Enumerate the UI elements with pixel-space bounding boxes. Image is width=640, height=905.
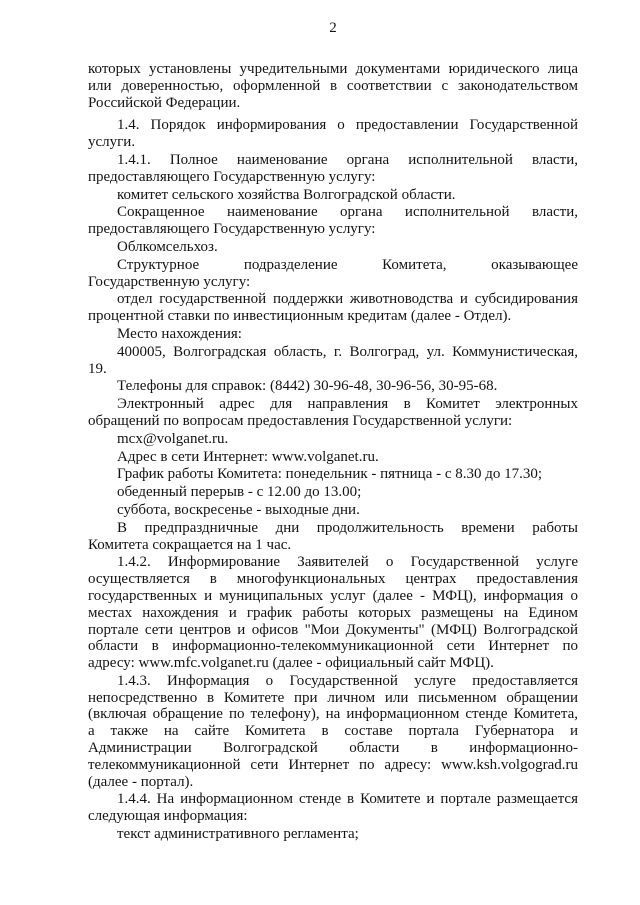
text-line: непосредственно в Комитете при личном или письменном обращении: [88, 689, 578, 706]
paragraph: [88, 187, 578, 204]
text-line: График работы Комитета: понедельник - пятница - с 8.30 до 17.30;: [117, 466, 543, 483]
text-line: услуги.: [88, 134, 136, 151]
text-line: отдел государственной поддержки животноводства и субсидирования: [117, 291, 578, 308]
text-line: телекоммуникационной сети Интернет по адресу: www.ksh.volgograd.ru: [88, 756, 578, 773]
paragraph: [88, 431, 578, 448]
text-line: Администрации Волгоградской области в информационно-: [88, 740, 578, 757]
text-line: mcx@volganet.ru.: [117, 430, 229, 447]
page-number: 2: [329, 20, 337, 36]
text-line: которых установлены учредительными документами юридического лица: [88, 61, 578, 77]
paragraph: [88, 291, 578, 325]
text-line: 1.4.1. Полное наименование органа исполнительной власти,: [117, 151, 578, 168]
item-1-4-1: [88, 152, 578, 186]
text-line: Государственную услугу:: [88, 273, 251, 290]
document-body: [88, 61, 578, 843]
text-line: Облкомсельхоз.: [117, 238, 218, 255]
paragraph: [88, 239, 578, 256]
text-line: или доверенностью, оформленной в соответствии с законодательством: [88, 77, 578, 94]
paragraph: [88, 61, 578, 111]
text-line: Адрес в сети Интернет: www.volganet.ru.: [117, 448, 379, 465]
text-line: 1.4.3. Информация о Государственной услуге предоставляется: [117, 672, 578, 689]
paragraph: [88, 257, 578, 291]
text-line: 19.: [88, 360, 107, 377]
text-line: В предпраздничные дни продолжительность времени работы: [117, 519, 578, 536]
text-line: Электронный адрес для направления в Комитет электронных: [117, 396, 578, 413]
text-line: Комитета сокращается на 1 час.: [88, 536, 292, 553]
text-line: государственных и муниципальных услуг (далее - МФЦ), информация о: [88, 587, 578, 604]
text-line: а также на сайте Комитета в составе портала Губернатора и: [88, 723, 578, 740]
text-line: Сокращенное наименование органа исполнительной власти,: [117, 204, 578, 221]
text-line: области в информационно-телекоммуникационной сети Интернет по: [88, 638, 578, 655]
text-line: обращений по вопросам предоставления Государственной услуги:: [88, 412, 513, 429]
text-line: текст административного регламента;: [117, 826, 359, 843]
text-line: 1.4.4. На информационном стенде в Комитете и портале размещается: [117, 791, 578, 808]
paragraph: [88, 396, 578, 430]
text-line: 400005, Волгоградская область, г. Волгоград, ул. Коммунистическая,: [117, 343, 578, 360]
paragraph: [88, 520, 578, 554]
text-line: следующая информация:: [88, 808, 248, 825]
paragraph: [88, 204, 578, 238]
text-line: предоставляющего Государственную услугу:: [88, 168, 376, 185]
text-line: предоставляющего Государственную услугу:: [88, 221, 376, 238]
text-line: Место нахождения:: [117, 325, 242, 342]
paragraph: [88, 466, 578, 483]
item-1-4-4: [88, 791, 578, 825]
item-1-4-3: [88, 673, 578, 791]
paragraph: [88, 826, 578, 843]
text-line: 1.4.2. Информирование Заявителей о Государственной услуге: [117, 554, 578, 571]
text-line: Структурное подразделение Комитета, оказывающее: [117, 256, 578, 273]
text-line: суббота, воскресенье - выходные дни.: [117, 501, 360, 518]
text-line: портале сети центров и офисов "Мои Документы" (МФЦ) Волгоградской: [88, 621, 578, 638]
text-line: Телефоны для справок: (8442) 30-96-48, 30-96-56, 30-95-68.: [117, 378, 498, 395]
text-line: адресу: www.mfc.volganet.ru (далее - официальный сайт МФЦ).: [88, 655, 494, 672]
paragraph: [88, 378, 578, 395]
text-line: 1.4. Порядок информирования о предоставлении Государственной: [117, 117, 578, 134]
paragraph: [88, 449, 578, 466]
item-1-4-2: [88, 554, 578, 672]
section-1-4-heading: [88, 117, 578, 151]
paragraph: [88, 502, 578, 519]
text-line: (включая обращение по телефону), на информационном стенде Комитета,: [88, 706, 578, 723]
paragraph: [88, 484, 578, 501]
paragraph: [88, 344, 578, 378]
text-line: Российской Федерации.: [88, 94, 241, 111]
paragraph: [88, 326, 578, 343]
text-line: местах нахождения и график работы которых размещены на Едином: [88, 604, 578, 621]
text-line: (далее - портал).: [88, 773, 194, 790]
text-line: обеденный перерыв - с 12.00 до 13.00;: [117, 484, 362, 501]
text-line: осуществляется в многофункциональных центрах предоставления: [88, 571, 578, 588]
text-line: процентной ставки по инвестиционным кредитам (далее - Отдел).: [88, 308, 512, 325]
text-line: комитет сельского хозяйства Волгоградской области.: [117, 186, 456, 203]
